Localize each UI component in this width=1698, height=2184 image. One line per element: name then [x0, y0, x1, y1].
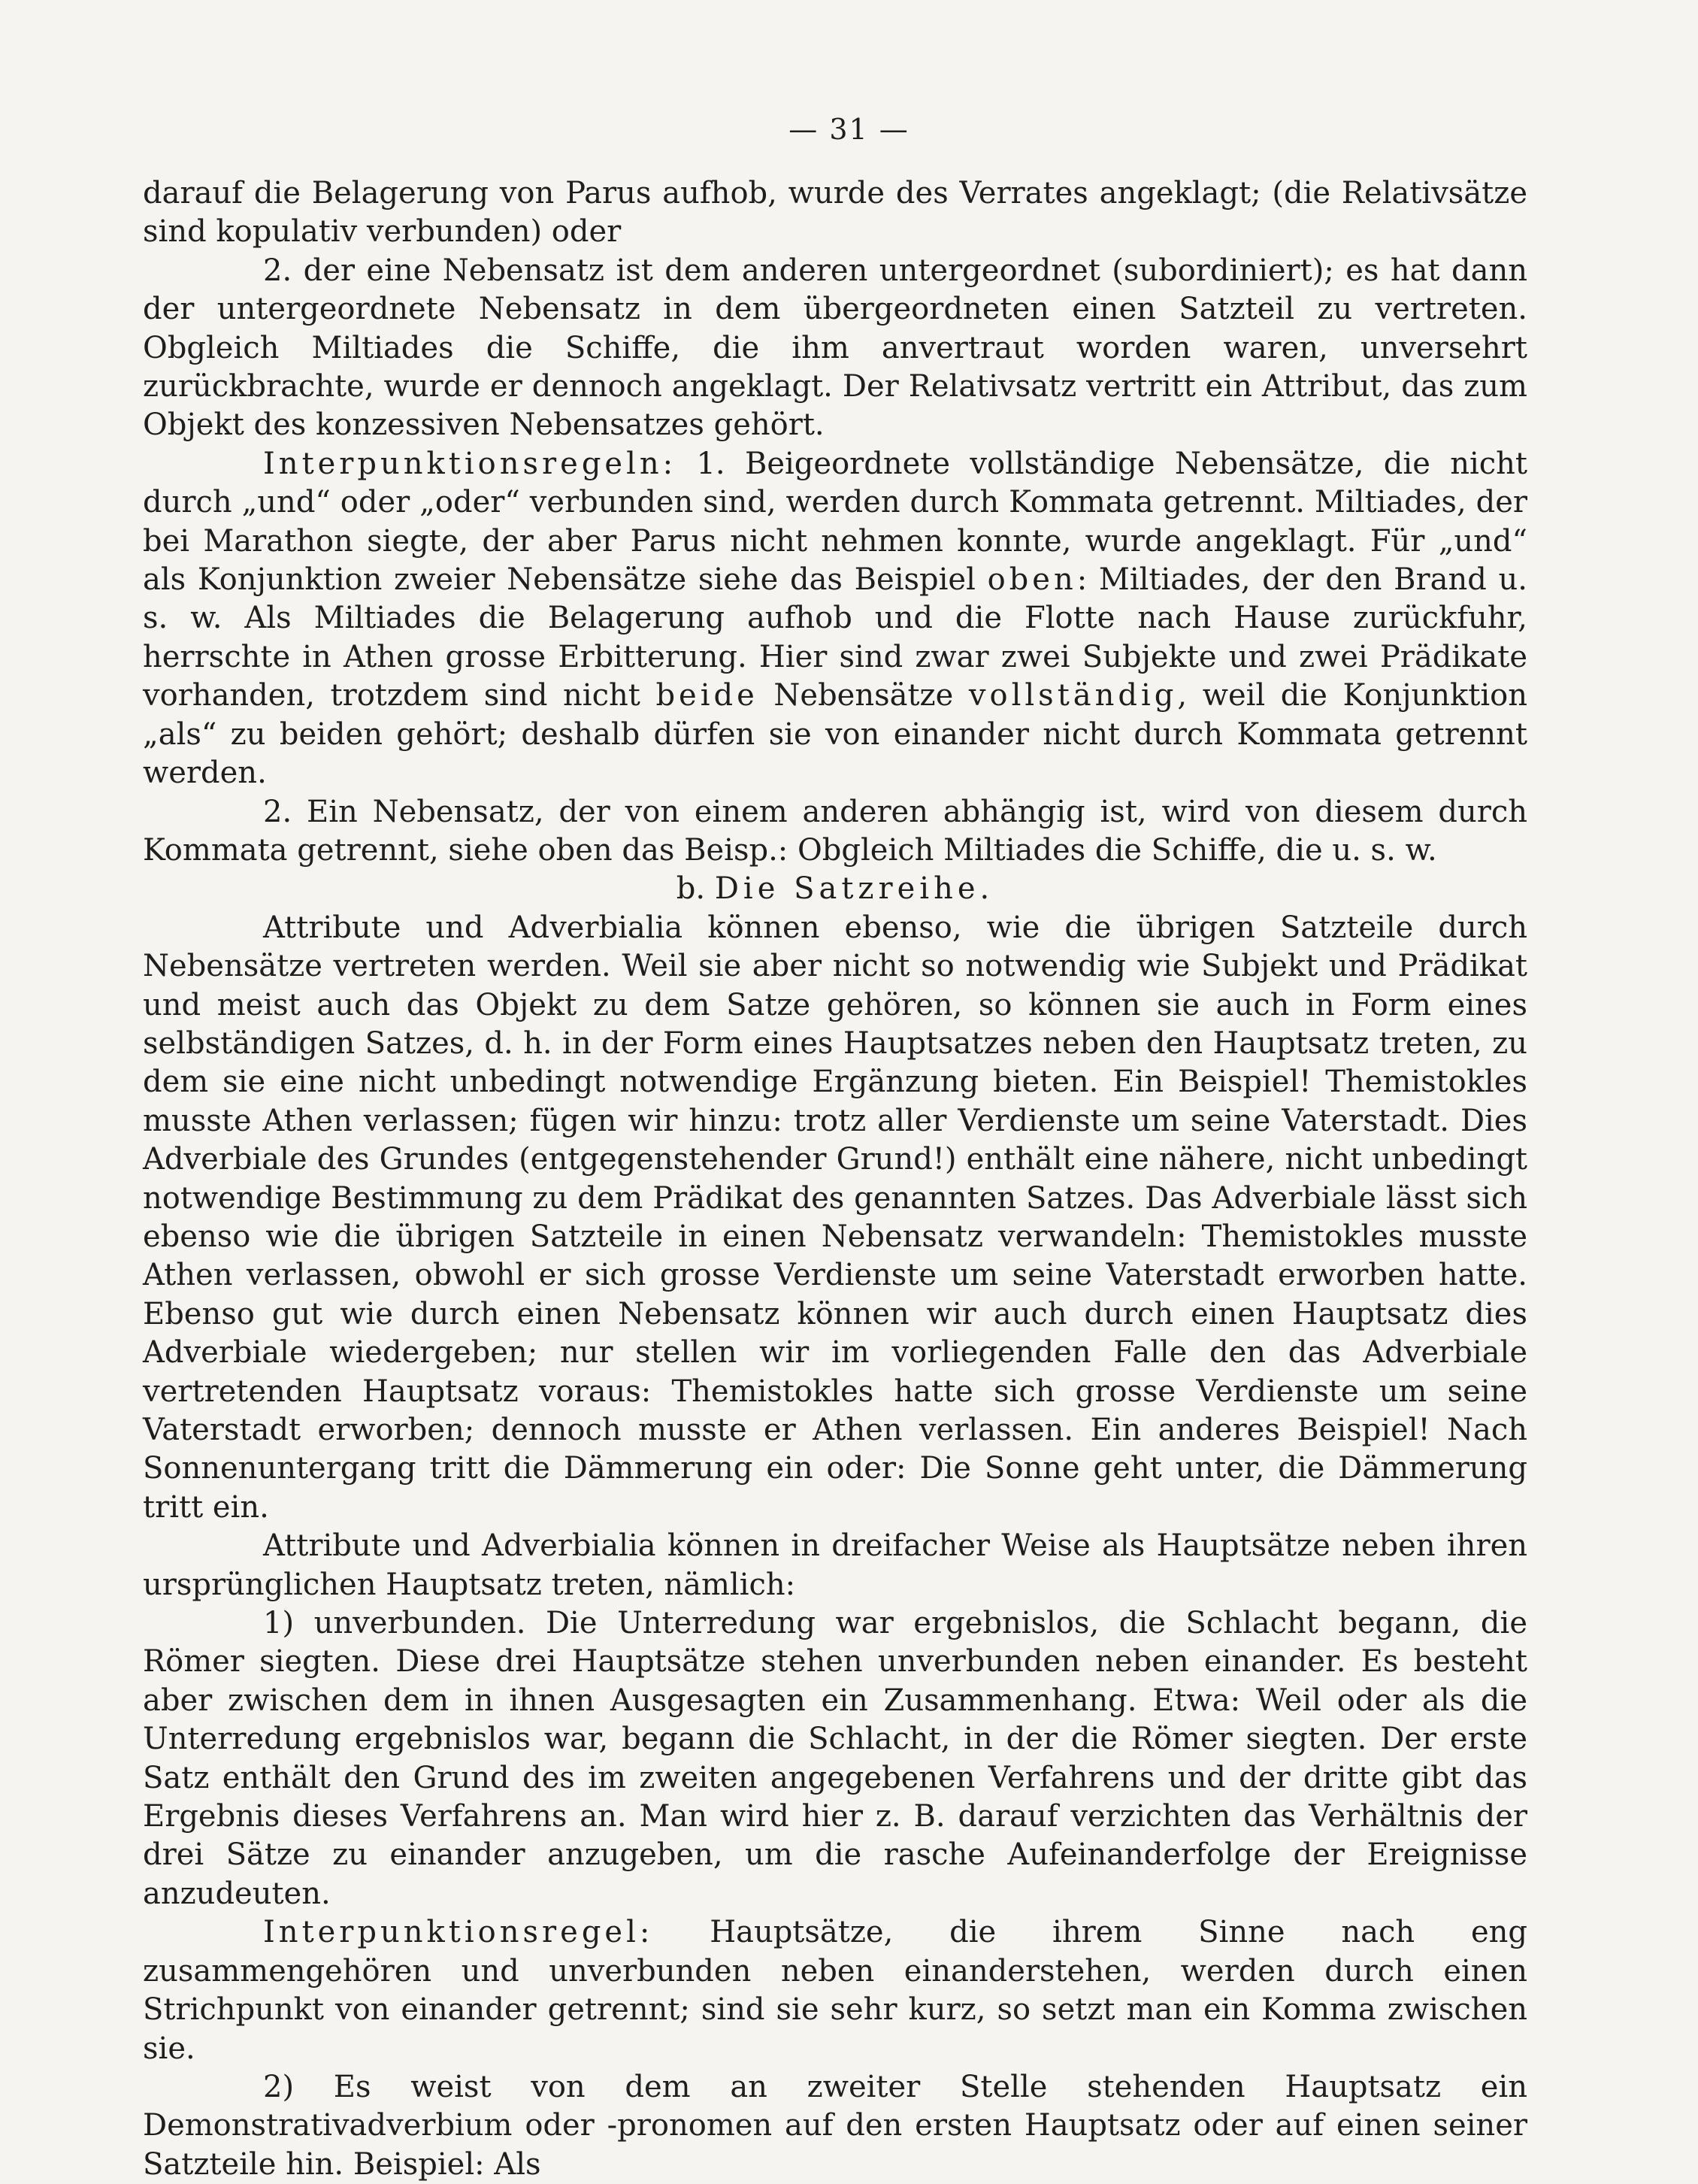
body-text	[143, 174, 1527, 2184]
text-run: Attribute und Adverbialia können in dreifacher Weise als Hauptsätze neben ihren ursprünglichen Hauptsatz treten, nämlich:	[143, 1528, 1527, 1602]
paragraph-threefold	[143, 1527, 1527, 1604]
section-title: Die Satzreihe.	[714, 871, 994, 907]
text-run: Nebensätze	[758, 678, 969, 713]
paragraph-unverbunden	[143, 1604, 1527, 1913]
text-run: Attribute und Adverbialia können ebenso, wie die übrigen Satzteile durch Nebensätze vertreten werden. Weil sie aber nicht so notwendig wie Subjekt und Prädikat und meist auch das Objekt zu dem Satze gehören, so können sie auch in Form eines selbständigen Satzes, d. h. in der Form eines Hauptsatzes neben den Hauptsatz treten, zu dem sie eine nicht unbedingt notwendige Ergänzung bieten. Ein Beispiel! Themistokles musste Athen verlassen; fügen wir hinzu: trotz aller Verdienste um seine Vaterstadt. Dies Adverbiale des Grundes (entgegenstehender Grund!) enthält eine nähere, nicht unbedingt notwendige Bestimmung zu dem Prädikat des genannten Satzes. Das Adverbiale lässt sich ebenso wie die übrigen Satzteile in einen Nebensatz verwandeln: Themistokles musste Athen verlassen, obwohl er sich grosse Verdienste um seine Vaterstadt erworben hatte. Ebenso gut wie durch einen Nebensatz können wir auch durch einen Hauptsatz dies Adverbiale wiedergeben; nur stellen wir im vorliegenden Falle den das Adverbiale vertretenden Hauptsatz voraus: Themistokles hatte sich grosse Verdienste um seine Vaterstadt erworben; dennoch musste er Athen verlassen. Ein anderes Beispiel! Nach Sonnenuntergang tritt die Dämmerung ein oder: Die Sonne geht unter, die Dämmerung tritt ein.	[143, 910, 1527, 1525]
paragraph-demonstrative	[143, 2068, 1527, 2184]
paragraph-continuation	[143, 174, 1527, 252]
text-run: 2) Es weist von dem an zweiter Stelle stehenden Hauptsatz ein Demonstrativadverbium oder -pronomen auf den ersten Hauptsatz oder auf einen seiner Satzteile hin. Beispiel: Als	[143, 2069, 1527, 2182]
text-run: 1) unverbunden. Die Unterredung war ergebnislos, die Schlacht begann, die Römer siegten. Diese drei Hauptsätze stehen unverbunden neben einander. Es besteht aber zwischen dem in ihnen Ausgesagten ein Zusammenhang. Etwa: Weil oder als die Unterredung ergebnislos war, begann die Schlacht, in der die Römer siegten. Der erste Satz enthält den Grund des im zweiten angegebenen Verfahrens und der dritte gibt das Ergebnis dieses Verfahrens an. Man wird hier z. B. darauf verzichten das Verhältnis der drei Sätze zu einander anzugeben, um die rasche Aufeinanderfolge der Ereignisse anzudeuten.	[143, 1606, 1527, 1911]
paragraph-attribute-adverbialia	[143, 909, 1527, 1528]
text-run: : Miltiades, der den Brand u. s. w. Als Miltiades die Belagerung aufhob und die Flotte nach Hause zurückfuhr, herrschte in Athen grosse Erbitterung. Hier sind zwar zwei Subjekte und zwei Prädikate vorhanden, trotzdem sind nicht	[143, 562, 1527, 713]
section-heading	[143, 870, 1527, 908]
emphasis-vollstaendig: vollständig	[968, 678, 1178, 713]
text-run: 2. der eine Nebensatz ist dem anderen untergeordnet (subordiniert); es hat dann der untergeordnete Nebensatz in dem übergeordneten einen Satzteil zu vertreten. Obgleich Miltiades die Schiffe, die ihm anvertraut worden waren, unversehrt zurückbrachte, wurde er dennoch angeklagt. Der Relativsatz vertritt ein Attribut, das zum Objekt des konzessiven Nebensatzes gehört.	[143, 253, 1527, 443]
paragraph-subordination	[143, 252, 1527, 445]
paragraph-punctuation-rules	[143, 445, 1527, 793]
text-run: darauf die Belagerung von Parus aufhob, wurde des Verrates angeklagt; (die Relativsätze sind kopulativ verbunden) oder	[143, 176, 1527, 250]
paragraph-rule-two	[143, 793, 1527, 871]
text-run: 2. Ein Nebensatz, der von einem anderen abhängig ist, wird von diesem durch Kommata getrennt, siehe oben das Beisp.: Obgleich Miltiades die Schiffe, die u. s. w.	[143, 794, 1527, 868]
page-number: — 31 —	[788, 113, 910, 146]
rule-label: Interpunktionsregel:	[263, 1915, 654, 1950]
emphasis-beide: beide	[655, 678, 758, 713]
paragraph-punctuation-rule	[143, 1913, 1527, 2068]
text-run: , weil die Konjunktion „als“ zu beiden gehört; deshalb dürfen sie von einander nicht durch Kommata getrennt werden.	[143, 678, 1527, 791]
text-run: 1. Beigeordnete vollständige Nebensätze, die nicht durch „und“ oder „oder“ verbunden sind, werden durch Kommata getrennt. Miltiades, der bei Marathon siegte, der aber Parus nicht nehmen konnte, wurde angeklagt. Für „und“ als Konjunktion zweier Nebensätze siehe das Beispiel	[143, 446, 1527, 598]
text-run: Hauptsätze, die ihrem Sinne nach eng zusammengehören und unverbunden neben einanderstehen, werden durch einen Strichpunkt von einander getrennt; sind sie sehr kurz, so setzt man ein Komma zwischen sie.	[143, 1915, 1527, 2066]
rule-label: Interpunktionsregeln:	[263, 446, 677, 481]
emphasis-oben: oben	[987, 562, 1077, 598]
section-prefix: b.	[676, 871, 706, 907]
